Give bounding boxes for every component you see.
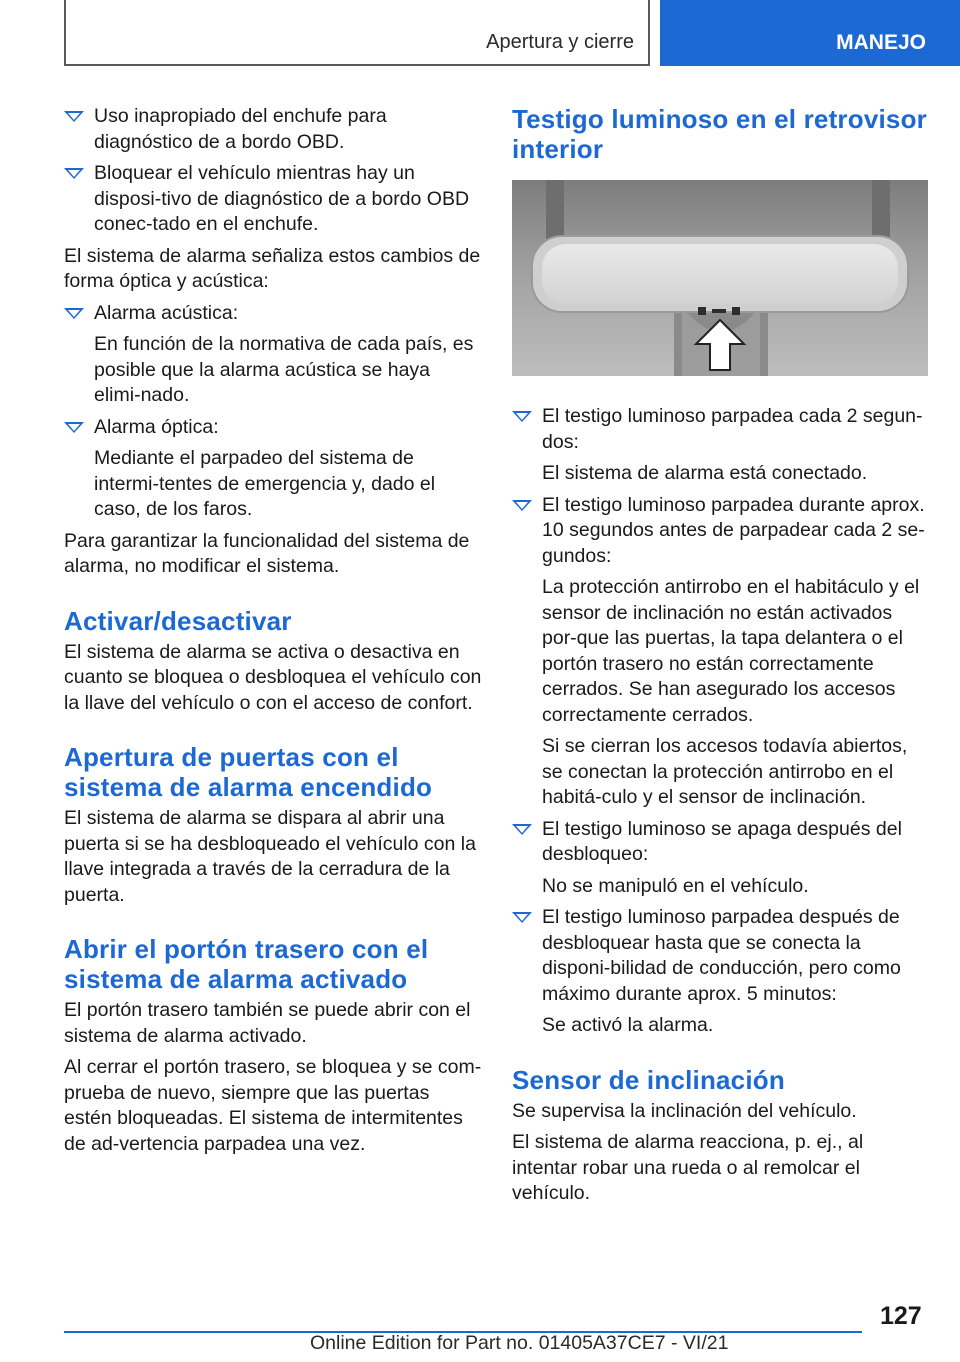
list-item-detail: Se activó la alarma. (542, 1014, 714, 1036)
bullet-triangle-icon (64, 308, 84, 319)
list-item-detail: En función de la normativa de cada país, es posible que la alarma acústica se haya elimi-nado. (94, 333, 474, 406)
list-item: El testigo luminoso parpadea durante aprox. 10 segundos antes de parpadear cada 2 se-gundos: (512, 493, 928, 570)
list-item: Alarma acústica: (64, 301, 482, 327)
paragraph: El portón trasero también se puede abrir con el sistema de alarma activado. (64, 999, 471, 1047)
heading-activar: Activar/desactivar (64, 605, 292, 636)
list-item: Uso inapropiado del enchufe para diagnóstico de a bordo OBD. (64, 104, 482, 155)
mirror-image (512, 180, 928, 376)
list-item: El testigo luminoso parpadea cada 2 segun-dos: (512, 404, 928, 455)
bullet-triangle-icon (64, 422, 84, 433)
list-item-detail: No se manipuló en el vehículo. (542, 874, 809, 897)
page-number: 127 (880, 1302, 922, 1330)
left-column (64, 104, 482, 1163)
paragraph: Se supervisa la inclinación del vehículo. (512, 1099, 857, 1122)
heading-sensor-inclinacion: Sensor de inclinación (512, 1064, 785, 1095)
list-item: Bloquear el vehículo mientras hay un disposi-tivo de diagnóstico de a bordo OBD conec-tado en el enchufe. (64, 161, 482, 238)
header-section-box (64, 0, 650, 66)
rearview-mirror-illustration (512, 180, 928, 376)
bullet-triangle-icon (512, 500, 532, 511)
paragraph: El sistema de alarma se dispara al abrir una puerta si se ha desbloqueado el vehículo con la llave integrada a través de la cerradura de la puerta. (64, 807, 476, 906)
paragraph: Al cerrar el portón trasero, se bloquea y se com-prueba de nuevo, siempre que las puertas estén bloqueadas. El sistema de intermitentes de ad-vertencia parpadea una vez. (64, 1056, 482, 1155)
list-item-detail: El sistema de alarma está conectado. (542, 462, 868, 484)
list-item: El testigo luminoso parpadea después de desbloquear hasta que se conecta la disponi-bilidad de conducción, pero como máximo durante aprox. 5 minutos: (512, 905, 928, 1007)
paragraph: Para garantizar la funcionalidad del sistema de alarma, no modificar el sistema. (64, 529, 470, 577)
bullet-triangle-icon (64, 168, 84, 179)
bullet-triangle-icon (512, 411, 532, 422)
paragraph: El sistema de alarma se activa o desactiva en cuanto se bloquea o desbloquea el vehículo con la llave del vehículo o con el acceso de confort. (64, 640, 482, 714)
heading-apertura-puertas: Apertura de puertas con el sistema de alarma encendido (64, 742, 433, 802)
right-column (512, 104, 928, 1213)
bullet-triangle-icon (64, 111, 84, 122)
bullet-triangle-icon (512, 912, 532, 923)
section-title: Apertura y cierre (486, 31, 634, 53)
list-item: Alarma óptica: (64, 415, 482, 441)
footer-edition-text: Online Edition for Part no. 01405A37CE7 - VI/21 (310, 1332, 729, 1354)
list-item: El testigo luminoso se apaga después del desbloqueo: (512, 817, 928, 868)
list-item-detail: Si se cierran los accesos todavía abiertos, se conectan la protección antirrobo en el habitá-culo y el sensor de inclinación. (542, 735, 908, 808)
chapter-title: MANEJO (836, 31, 926, 54)
list-item-detail: Mediante el parpadeo del sistema de intermi-tentes de emergencia y, dado el caso, de los faros. (94, 447, 436, 520)
heading-porton-trasero: Abrir el portón trasero con el sistema de alarma activado (64, 934, 429, 994)
paragraph: El sistema de alarma señaliza estos cambios de forma óptica y acústica: (64, 244, 481, 292)
list-item-detail: La protección antirrobo en el habitáculo y el sensor de inclinación no están activados por-que las puertas, la tapa delantera o el portón trasero no están correctamente cerrados. Se han asegurado los accesos correctamente cerrados. (542, 576, 920, 726)
bullet-triangle-icon (512, 824, 532, 835)
chapter-tab (660, 0, 960, 66)
paragraph: El sistema de alarma reacciona, p. ej., al intentar robar una rueda o al remolcar el vehículo. (512, 1131, 864, 1204)
heading-testigo: Testigo luminoso en el retrovisor interior (512, 104, 927, 164)
